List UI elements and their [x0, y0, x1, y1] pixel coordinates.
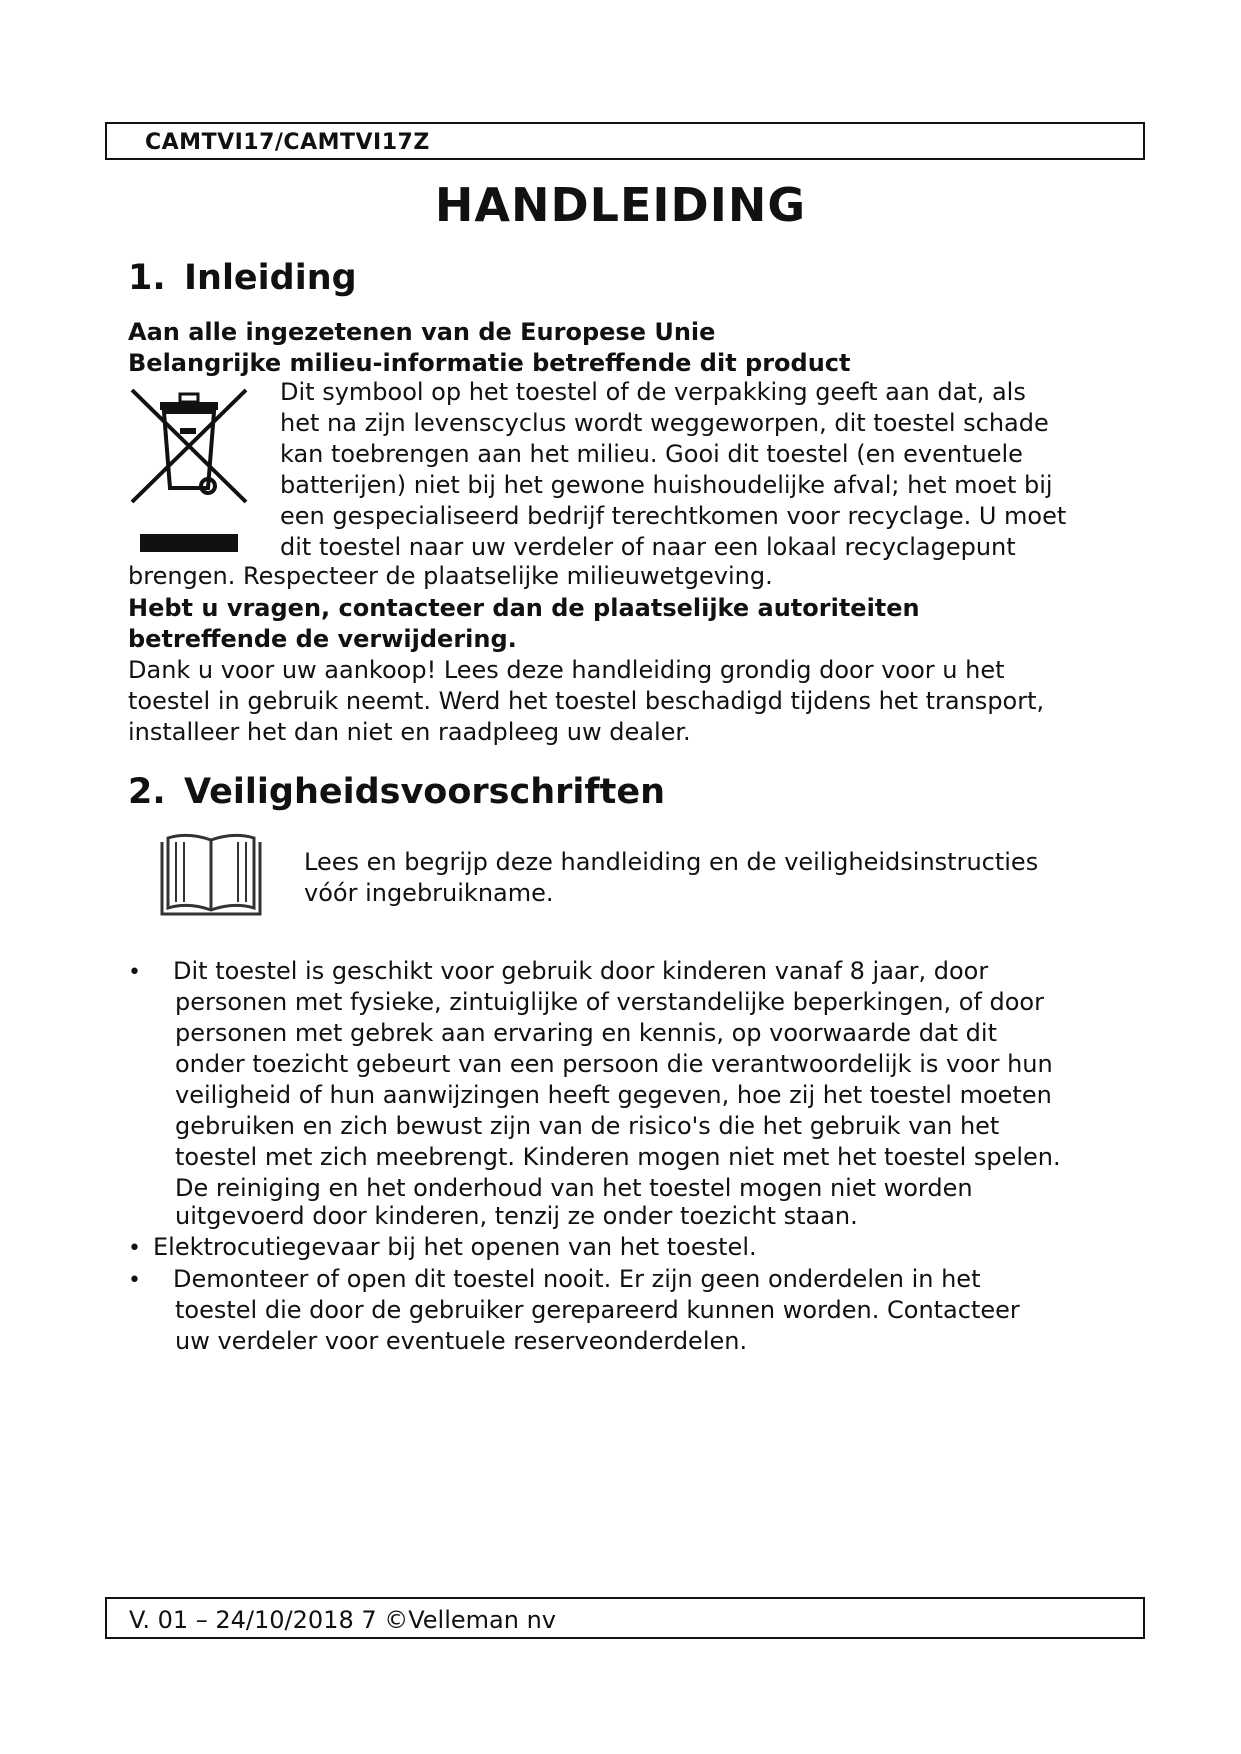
bullet-line: Elektrocutiegevaar bij het openen van het toestel.	[153, 1233, 757, 1261]
bullet-line: veiligheid of hun aanwijzingen heeft gegeven, hoe zij het toestel moeten	[175, 1081, 1052, 1109]
bullet-dot: •	[128, 1236, 141, 1261]
bullet-line: toestel die door de gebruiker gerepareerd kunnen worden. Contacteer	[175, 1296, 1020, 1324]
open-book-icon	[156, 832, 266, 922]
thanks-line: installeer het dan niet en raadpleeg uw dealer.	[128, 718, 691, 746]
weee-text-line: brengen. Respecteer de plaatselijke milieuwetgeving.	[128, 562, 773, 590]
bullet-line: Demonteer of open dit toestel nooit. Er zijn geen onderdelen in het	[173, 1265, 981, 1293]
bullet-line: personen met gebrek aan ervaring en kennis, op voorwaarde dat dit	[175, 1019, 997, 1047]
weee-text-line: kan toebrengen aan het milieu. Gooi dit toestel (en eventuele	[280, 440, 1023, 468]
document-title: HANDLEIDING	[434, 178, 807, 232]
bullet-line: toestel met zich meebrengt. Kinderen mogen niet met het toestel spelen.	[175, 1143, 1061, 1171]
weee-text-line: Dit symbool op het toestel of de verpakking geeft aan dat, als	[280, 378, 1026, 406]
bullet-line: De reiniging en het onderhoud van het toestel mogen niet worden	[175, 1174, 973, 1202]
bullet-dot: •	[128, 1268, 141, 1293]
bullet-line: Dit toestel is geschikt voor gebruik door kinderen vanaf 8 jaar, door	[173, 957, 989, 985]
bullet-line: uw verdeler voor eventuele reserveonderdelen.	[175, 1327, 748, 1355]
weee-text-line: dit toestel naar uw verdeler of naar een lokaal recyclagepunt	[280, 533, 1016, 561]
crossed-out-wheelie-bin-icon	[128, 384, 250, 559]
header-box	[105, 122, 1145, 160]
section-1-heading	[128, 258, 357, 298]
questions-line: Hebt u vragen, contacteer dan de plaatselijke autoriteiten	[128, 594, 920, 622]
footer-version: V. 01 – 24/10/2018 7 ©Velleman nv	[129, 1606, 556, 1634]
bullet-line: personen met fysieke, zintuiglijke of verstandelijke beperkingen, of door	[175, 988, 1044, 1016]
section-2-number: 2.	[128, 772, 166, 812]
bullet-line: uitgevoerd door kinderen, tenzij ze onder toezicht staan.	[175, 1202, 858, 1230]
weee-text-line: batterijen) niet bij het gewone huishoudelijke afval; het moet bij	[280, 471, 1053, 499]
environment-info-line: Belangrijke milieu-informatie betreffende dit product	[128, 349, 851, 377]
questions-line: betreffende de verwijdering.	[128, 625, 517, 653]
weee-text-line: het na zijn levenscyclus wordt weggeworpen, dit toestel schade	[280, 409, 1049, 437]
section-2-heading	[128, 772, 665, 812]
read-manual-line: Lees en begrijp deze handleiding en de veiligheidsinstructies	[304, 848, 1039, 876]
model-number: CAMTVI17/CAMTVI17Z	[145, 130, 430, 155]
thanks-line: Dank u voor uw aankoop! Lees deze handleiding grondig door voor u het	[128, 656, 1005, 684]
eu-residents-line: Aan alle ingezetenen van de Europese Unie	[128, 318, 716, 346]
section-1-title: Inleiding	[184, 258, 357, 298]
section-2-title: Veiligheidsvoorschriften	[184, 772, 666, 812]
weee-text-line: een gespecialiseerd bedrijf terechtkomen voor recyclage. U moet	[280, 502, 1067, 530]
bullet-dot: •	[128, 960, 141, 985]
read-manual-line: vóór ingebruikname.	[304, 879, 554, 907]
bullet-line: gebruiken en zich bewust zijn van de risico's die het gebruik van het	[175, 1112, 1000, 1140]
section-1-number: 1.	[128, 258, 166, 298]
footer-box	[105, 1597, 1145, 1639]
bullet-line: onder toezicht gebeurt van een persoon die verantwoordelijk is voor hun	[175, 1050, 1053, 1078]
thanks-line: toestel in gebruik neemt. Werd het toestel beschadigd tijdens het transport,	[128, 687, 1045, 715]
